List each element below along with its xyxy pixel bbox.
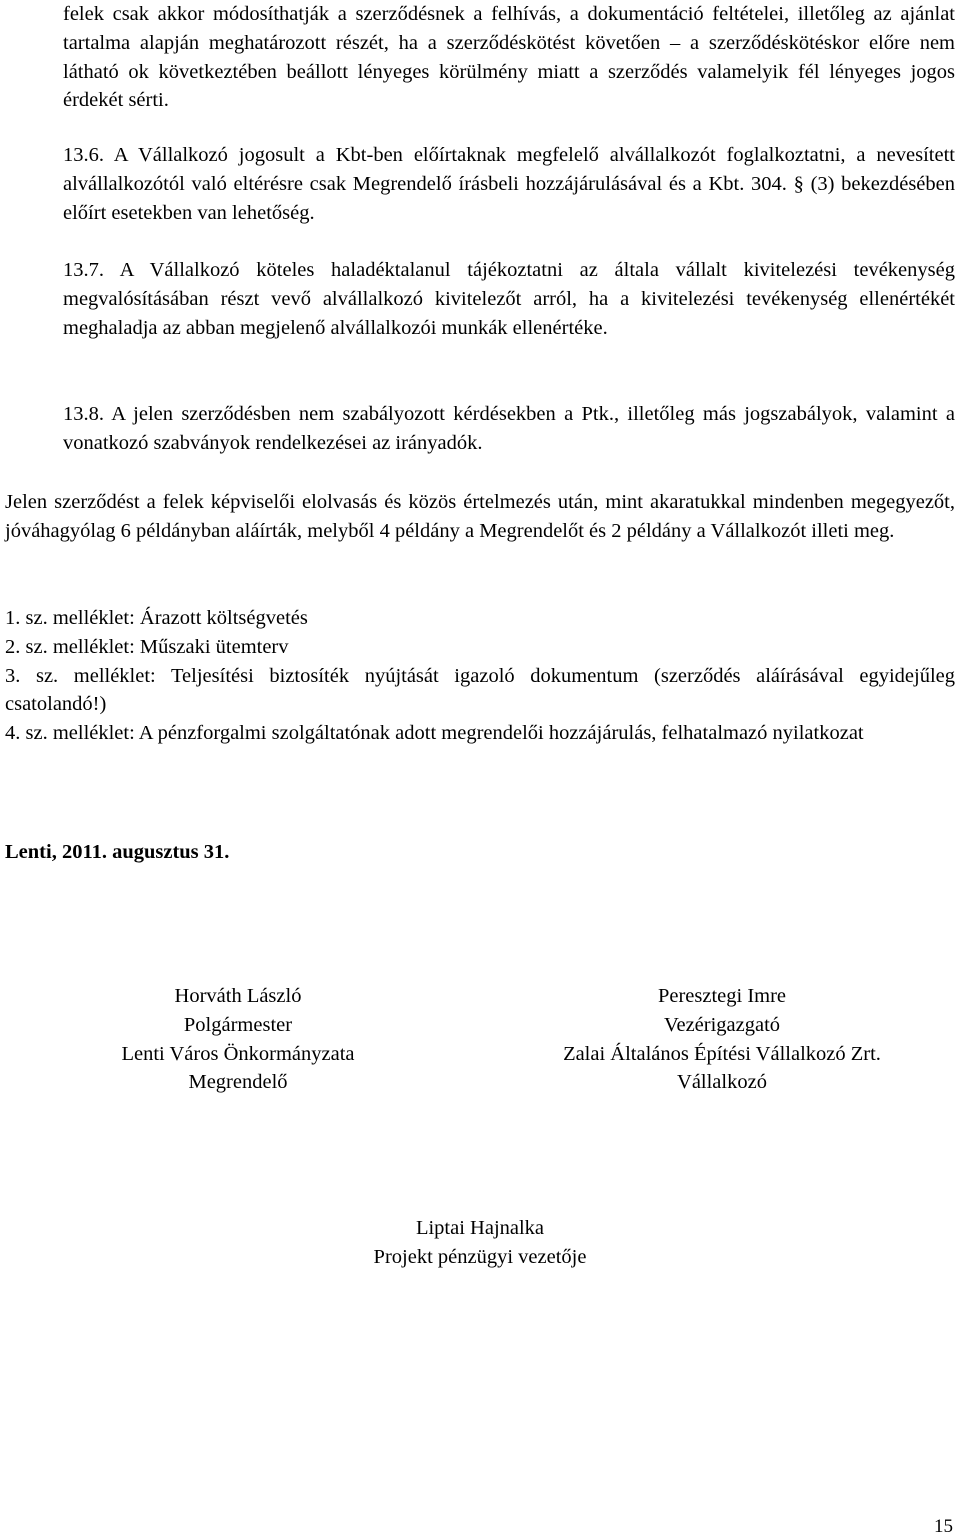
page-number: 15 xyxy=(934,1516,953,1537)
attachment-item: 4. sz. melléklet: A pénzforgalmi szolgáltatónak adott megrendelői hozzájárulás, felhatalmazó nyilatkozat xyxy=(5,722,864,745)
signatory-organization: Zalai Általános Építési Vállalkozó Zrt. xyxy=(563,1042,881,1065)
signatory-name: Peresztegi Imre xyxy=(657,985,787,1007)
signatory-title: Vezérigazgató xyxy=(663,1013,781,1036)
clause-text: A Vállalkozó jogosult a Kbt-ben előírtaknak megfelelő alvállalkozót foglalkoztatni, a nevesített alvállalkozótól való eltérésre csak Megrendelő írásbeli hozzájárulásával és a Kbt. 304. § (3) bekezdésében előírt esetekben van lehetőség. xyxy=(63,144,955,224)
attachments-list xyxy=(5,604,955,748)
signatory-title: Polgármester xyxy=(183,1013,293,1036)
signatory-organization: Lenti Város Önkormányzata xyxy=(121,1042,355,1065)
intro-paragraph: felek csak akkor módosíthatják a szerződésnek a felhívás, a dokumentáció feltételei, illetőleg az ajánlat tartalma alapján meghatározott részét, ha a szerződéskötést követően – a szerződéskötéskor előre nem látható ok következtében beállott lényeges körülmény miatt a szerződés valamelyik fél lényeges jogos érdekét sérti. xyxy=(63,3,955,112)
attachment-item: 1. sz. melléklet: Árazott költségvetés xyxy=(5,607,308,629)
clause-number: 13.6. xyxy=(63,144,104,166)
clause-number: 13.7. xyxy=(63,259,104,281)
signature-block-left xyxy=(78,982,398,1097)
clause-13-6 xyxy=(63,141,955,227)
signatory-name: Horváth László xyxy=(174,985,302,1007)
clause-text: A Vállalkozó köteles haladéktalanul tájékoztatni az általa vállalt kivitelezési tevékenység megvalósításában részt vevő alvállalkozó kivitelezőt arról, ha a kivitelezési tevékenység ellenértékét meghaladja az abban megjelenő alvállalkozói munkák ellenértéke. xyxy=(63,259,955,339)
signature-block-bottom xyxy=(320,1214,640,1272)
clause-13-8 xyxy=(63,400,955,458)
place-date: Lenti, 2011. augusztus 31. xyxy=(5,841,230,863)
signature-block-right xyxy=(512,982,932,1097)
clause-number: 13.8. xyxy=(63,403,104,425)
clause-text: A jelen szerződésben nem szabályozott kérdésekben a Ptk., illetőleg más jogszabályok, valamint a vonatkozó szabványok rendelkezései az irányadók. xyxy=(63,403,955,454)
clause-13-7 xyxy=(63,256,955,342)
signatory-title: Projekt pénzügyi vezetője xyxy=(373,1245,587,1268)
attachment-item: 2. sz. melléklet: Műszaki ütemterv xyxy=(5,635,289,658)
signatory-name: Liptai Hajnalka xyxy=(415,1217,545,1239)
attachment-item: 3. sz. melléklet: Teljesítési biztosíték nyújtását igazoló dokumentum (szerződés aláírásával egyidejűleg csatolandó!) xyxy=(5,664,955,716)
closing-paragraph: Jelen szerződést a felek képviselői elolvasás és közös értelmezés után, mint akaratukkal mindenben megegyezőt, jóváhagyólag 6 példányban aláírták, melyből 4 példány a Megrendelőt és 2 példány a Vállalkozót illeti meg. xyxy=(5,491,955,542)
signatory-role: Vállalkozó xyxy=(677,1071,767,1094)
signatory-role: Megrendelő xyxy=(188,1071,288,1094)
